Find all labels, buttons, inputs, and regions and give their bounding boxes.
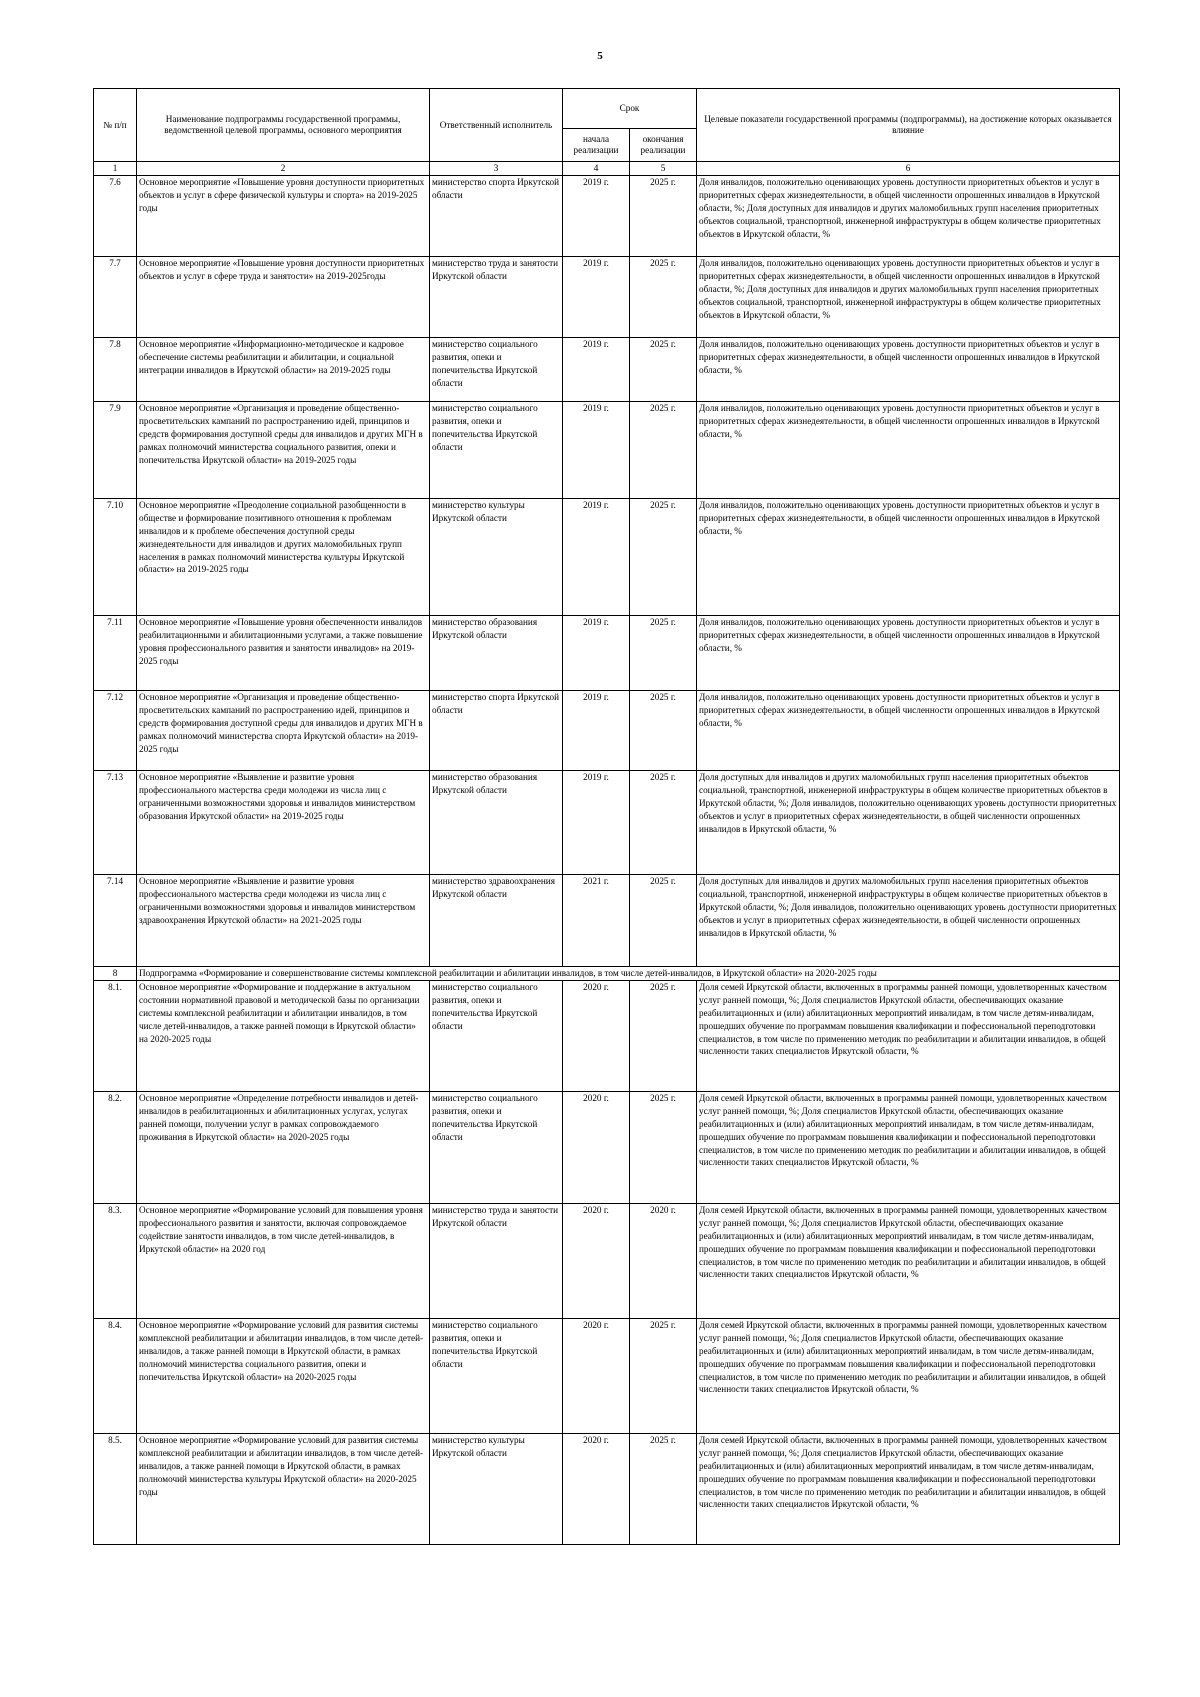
row-start: 2020 г. [563,1203,630,1318]
row-name: Основное мероприятие «Повышение уровня доступности приоритетных объектов и услуг в сфере физической культуры и спорта» на 2019-2025 годы [137,175,430,256]
row-start: 2020 г. [563,1318,630,1433]
row-end: 2020 г. [630,1203,697,1318]
row-indicators: Доля инвалидов, положительно оценивающих уровень доступности приоритетных объектов и услуг в приоритетных сферах жизнедеятельности, в общей численности опрошенных инвалидов в Иркутской области, % [697,615,1120,690]
row-end: 2025 г. [630,615,697,690]
row-num: 7.14 [94,874,137,966]
column-number: 1 [94,162,137,176]
row-end: 2025 г. [630,175,697,256]
column-number: 6 [697,162,1120,176]
subprogram-num: 8 [94,966,137,980]
row-end: 2025 г. [630,690,697,770]
row-num: 7.13 [94,770,137,874]
row-executor: министерство культуры Иркутской области [430,1433,563,1544]
row-end: 2025 г. [630,337,697,401]
row-num: 7.9 [94,401,137,498]
column-number: 4 [563,162,630,176]
table-row [94,690,1120,770]
row-indicators: Доля семей Иркутской области, включенных в программы ранней помощи, удовлетворенных качеством услуг ранней помощи, %; Доля специалистов Иркутской области, обеспечивающих оказание реабилитационных и (или) абилитационных мероприятий инвалидам, в том числе детям-инвалидам, прошедших обучение по программам повышения квалификации и пофессиональной переподготовки специалистов, в том числе по применению методик по реабилитации и абилитации инвалидов, в общей численности таких специалистов Иркутской области, % [697,1433,1120,1544]
row-start: 2019 г. [563,615,630,690]
row-end: 2025 г. [630,980,697,1091]
row-name: Основное мероприятие «Формирование и поддержание в актуальном состоянии нормативной правовой и методической базы по организации системы комплексной реабилитации и абилитации инвалидов, в том числе детей-инвалидов, а также ранней помощи в Иркутской области» на 2020-2025 годы [137,980,430,1091]
row-name: Основное мероприятие «Выявление и развитие уровня профессионального мастерства среди молодежи из числа лиц с ограниченными возможностями здоровья и инвалидов министерством здравоохранения Иркутской области» на 2021-2025 годы [137,874,430,966]
row-executor: министерство социального развития, опеки и попечительства Иркутской области [430,401,563,498]
column-number: 5 [630,162,697,176]
row-indicators: Доля семей Иркутской области, включенных в программы ранней помощи, удовлетворенных качеством услуг ранней помощи, %; Доля специалистов Иркутской области, обеспечивающих оказание реабилитационных и (или) абилитационных мероприятий инвалидам, в том числе детям-инвалидам, прошедших обучение по программам повышения квалификации и пофессиональной переподготовки специалистов, в том числе по применению методик по реабилитации и абилитации инвалидов, в общей численности таких специалистов Иркутской области, % [697,1203,1120,1318]
header-num: № п/п [94,89,137,162]
row-executor: министерство культуры Иркутской области [430,498,563,615]
row-start: 2019 г. [563,690,630,770]
row-name: Основное мероприятие «Повышение уровня доступности приоритетных объектов и услуг в сфере труда и занятости» на 2019-2025годы [137,256,430,337]
row-indicators: Доля семей Иркутской области, включенных в программы ранней помощи, удовлетворенных качеством услуг ранней помощи, %; Доля специалистов Иркутской области, обеспечивающих оказание реабилитационных и (или) абилитационных мероприятий инвалидам, в том числе детям-инвалидам, прошедших обучение по программам повышения квалификации и пофессиональной переподготовки специалистов, в том числе по применению методик по реабилитации и абилитации инвалидов, в общей численности таких специалистов Иркутской области, % [697,1091,1120,1203]
row-name: Основное мероприятие «Формирование условий для повышения уровня профессионального развития и занятости, включая сопровождаемое содействие занятости инвалидов, в том числе детей-инвалидов, в Иркутской области» на 2020 год [137,1203,430,1318]
row-num: 7.10 [94,498,137,615]
row-indicators: Доля инвалидов, положительно оценивающих уровень доступности приоритетных объектов и услуг в приоритетных сферах жизнедеятельности, в общей численности опрошенных инвалидов в Иркутской области, % [697,690,1120,770]
header-term: Срок [563,89,697,129]
row-indicators: Доля инвалидов, положительно оценивающих уровень доступности приоритетных объектов и услуг в приоритетных сферах жизнедеятельности, в общей численности опрошенных инвалидов в Иркутской области, %; Доля доступных для инвалидов и других маломобильных групп населения приоритетных объектов социальной, транспортной, инженерной инфраструктуры в общем количестве приоритетных объектов в Иркутской области, % [697,175,1120,256]
column-number: 2 [137,162,430,176]
row-num: 8.5. [94,1433,137,1544]
table-row [94,980,1120,1091]
header-indicators: Целевые показатели государственной программы (подпрограммы), на достижение которых оказывается влияние [697,89,1120,162]
row-start: 2020 г. [563,980,630,1091]
row-num: 8.3. [94,1203,137,1318]
row-start: 2019 г. [563,770,630,874]
row-name: Основное мероприятие «Организация и проведение общественно-просветительских кампаний по распространению идей, принципов и средств формирования доступной среды для инвалидов и других МГН в рамках полномочий министерства спорта Иркутской области» на 2019-2025 годы [137,690,430,770]
row-end: 2025 г. [630,1318,697,1433]
row-num: 7.12 [94,690,137,770]
row-executor: министерство спорта Иркутской области [430,175,563,256]
row-indicators: Доля доступных для инвалидов и других маломобильных групп населения приоритетных объектов социальной, транспортной, инженерной инфраструктуры в общем количестве приоритетных объектов в Иркутской области, %; Доля инвалидов, положительно оценивающих уровень доступности приоритетных объектов и услуг в приоритетных сферах жизнедеятельности, в общей численности опрошенных инвалидов в Иркутской области, % [697,770,1120,874]
table-row [94,874,1120,966]
row-num: 8.2. [94,1091,137,1203]
row-end: 2025 г. [630,401,697,498]
row-num: 7.6 [94,175,137,256]
table-row [94,175,1120,256]
table-row [94,1433,1120,1544]
subprogram-title: Подпрограмма «Формирование и совершенствование системы комплексной реабилитации и абилитации инвалидов, в том числе детей-инвалидов, в Иркутской области» на 2020-2025 годы [137,966,1120,980]
column-number: 3 [430,162,563,176]
row-start: 2019 г. [563,401,630,498]
row-indicators: Доля инвалидов, положительно оценивающих уровень доступности приоритетных объектов и услуг в приоритетных сферах жизнедеятельности, в общей численности опрошенных инвалидов в Иркутской области, % [697,401,1120,498]
row-start: 2019 г. [563,175,630,256]
row-name: Основное мероприятие «Преодоление социальной разобщенности в обществе и формирование позитивного отношения к проблемам инвалидов и к проблеме обеспечения доступной среды жизнедеятельности для инвалидов и других маломобильных групп населения в рамках полномочий министерства культуры Иркутской области» на 2019-2025 годы [137,498,430,615]
row-end: 2025 г. [630,1433,697,1544]
row-indicators: Доля инвалидов, положительно оценивающих уровень доступности приоритетных объектов и услуг в приоритетных сферах жизнедеятельности, в общей численности опрошенных инвалидов в Иркутской области, % [697,337,1120,401]
table-row [94,770,1120,874]
table-row [94,1091,1120,1203]
table-row [94,401,1120,498]
row-executor: министерство социального развития, опеки и попечительства Иркутской области [430,1091,563,1203]
header-start: начала реализации [563,129,630,162]
table-row [94,498,1120,615]
table-row [94,337,1120,401]
row-name: Основное мероприятие «Информационно-методическое и кадровое обеспечение системы реабилитации и абилитации, и социальной интеграции инвалидов в Иркутской области» на 2019-2025 годы [137,337,430,401]
row-start: 2020 г. [563,1091,630,1203]
row-end: 2025 г. [630,256,697,337]
row-name: Основное мероприятие «Формирование условий для развития системы комплексной реабилитации и абилитации инвалидов, в том числе детей-инвалидов, а также ранней помощи в Иркутской области, в рамках полномочий министерства культуры Иркутской области» на 2020-2025 годы [137,1433,430,1544]
row-name: Основное мероприятие «Формирование условий для развития системы комплексной реабилитации и абилитации инвалидов, в том числе детей-инвалидов, а также ранней помощи в Иркутской области, в рамках полномочий министерства социального развития, опеки и попечительства Иркутской области» на 2020-2025 годы [137,1318,430,1433]
row-executor: министерство образования Иркутской области [430,770,563,874]
table-row [94,256,1120,337]
row-end: 2025 г. [630,770,697,874]
row-executor: министерство здравоохранения Иркутской области [430,874,563,966]
row-executor: министерство социального развития, опеки и попечительства Иркутской области [430,980,563,1091]
header-end: окончания реализации [630,129,697,162]
row-indicators: Доля семей Иркутской области, включенных в программы ранней помощи, удовлетворенных качеством услуг ранней помощи, %; Доля специалистов Иркутской области, обеспечивающих оказание реабилитационных и (или) абилитационных мероприятий инвалидам, в том числе детям-инвалидам, прошедших обучение по программам повышения квалификации и пофессиональной переподготовки специалистов, в том числе по применению методик по реабилитации и абилитации инвалидов, в общей численности таких специалистов Иркутской области, % [697,1318,1120,1433]
row-num: 8.4. [94,1318,137,1433]
row-start: 2019 г. [563,256,630,337]
row-num: 8.1. [94,980,137,1091]
row-end: 2025 г. [630,498,697,615]
page-number: 5 [597,50,603,62]
row-end: 2025 г. [630,1091,697,1203]
column-number-row [94,162,1120,176]
header-name: Наименование подпрограммы государственной программы, ведомственной целевой программы, основного мероприятия [137,89,430,162]
row-executor: министерство социального развития, опеки и попечительства Иркутской области [430,337,563,401]
row-executor: министерство социального развития, опеки и попечительства Иркутской области [430,1318,563,1433]
row-name: Основное мероприятие «Повышение уровня обеспеченности инвалидов реабилитационными и абилитационными услугами, а также повышение уровня профессионального развития и занятости инвалидов» на 2019-2025 годы [137,615,430,690]
row-executor: министерство спорта Иркутской области [430,690,563,770]
header-executor: Ответственный исполнитель [430,89,563,162]
row-indicators: Доля семей Иркутской области, включенных в программы ранней помощи, удовлетворенных качеством услуг ранней помощи, %; Доля специалистов Иркутской области, обеспечивающих оказание реабилитационных и (или) абилитационных мероприятий инвалидам, в том числе детям-инвалидам, прошедших обучение по программам повышения квалификации и пофессиональной переподготовки специалистов, в том числе по применению методик по реабилитации и абилитации инвалидов, в общей численности таких специалистов Иркутской области, % [697,980,1120,1091]
row-executor: министерство труда и занятости Иркутской области [430,256,563,337]
row-executor: министерство труда и занятости Иркутской области [430,1203,563,1318]
table-row [94,1318,1120,1433]
program-table [93,88,1120,1545]
row-num: 7.11 [94,615,137,690]
row-executor: министерство образования Иркутской области [430,615,563,690]
row-start: 2019 г. [563,498,630,615]
row-num: 7.8 [94,337,137,401]
row-start: 2020 г. [563,1433,630,1544]
table-row [94,1203,1120,1318]
subprogram-row [94,966,1120,980]
row-num: 7.7 [94,256,137,337]
row-name: Основное мероприятие «Определение потребности инвалидов и детей-инвалидов в реабилитационных и абилитационных услугах, услугах ранней помощи, получении услуг в рамках сопровождаемого проживания в Иркутской области» на 2020-2025 годы [137,1091,430,1203]
row-indicators: Доля доступных для инвалидов и других маломобильных групп населения приоритетных объектов социальной, транспортной, инженерной инфраструктуры в общем количестве приоритетных объектов в Иркутской области, %; Доля инвалидов, положительно оценивающих уровень доступности приоритетных объектов и услуг в приоритетных сферах жизнедеятельности, в общей численности опрошенных инвалидов в Иркутской области, % [697,874,1120,966]
row-name: Основное мероприятие «Организация и проведение общественно-просветительских кампаний по распространению идей, принципов и средств формирования доступной среды для инвалидов и других МГН в рамках полномочий министерства социального развития, опеки и попечительства Иркутской области» на 2019-2025 годы [137,401,430,498]
row-start: 2019 г. [563,337,630,401]
row-start: 2021 г. [563,874,630,966]
row-end: 2025 г. [630,874,697,966]
row-name: Основное мероприятие «Выявление и развитие уровня профессионального мастерства среди молодежи из числа лиц с ограниченными возможностями здоровья и инвалидов министерством образования Иркутской области» на 2019-2025 годы [137,770,430,874]
table-row [94,615,1120,690]
row-indicators: Доля инвалидов, положительно оценивающих уровень доступности приоритетных объектов и услуг в приоритетных сферах жизнедеятельности, в общей численности опрошенных инвалидов в Иркутской области, % [697,498,1120,615]
row-indicators: Доля инвалидов, положительно оценивающих уровень доступности приоритетных объектов и услуг в приоритетных сферах жизнедеятельности, в общей численности опрошенных инвалидов в Иркутской области, %; Доля доступных для инвалидов и других маломобильных групп населения приоритетных объектов социальной, транспортной, инженерной инфраструктуры в общем количестве приоритетных объектов в Иркутской области, % [697,256,1120,337]
